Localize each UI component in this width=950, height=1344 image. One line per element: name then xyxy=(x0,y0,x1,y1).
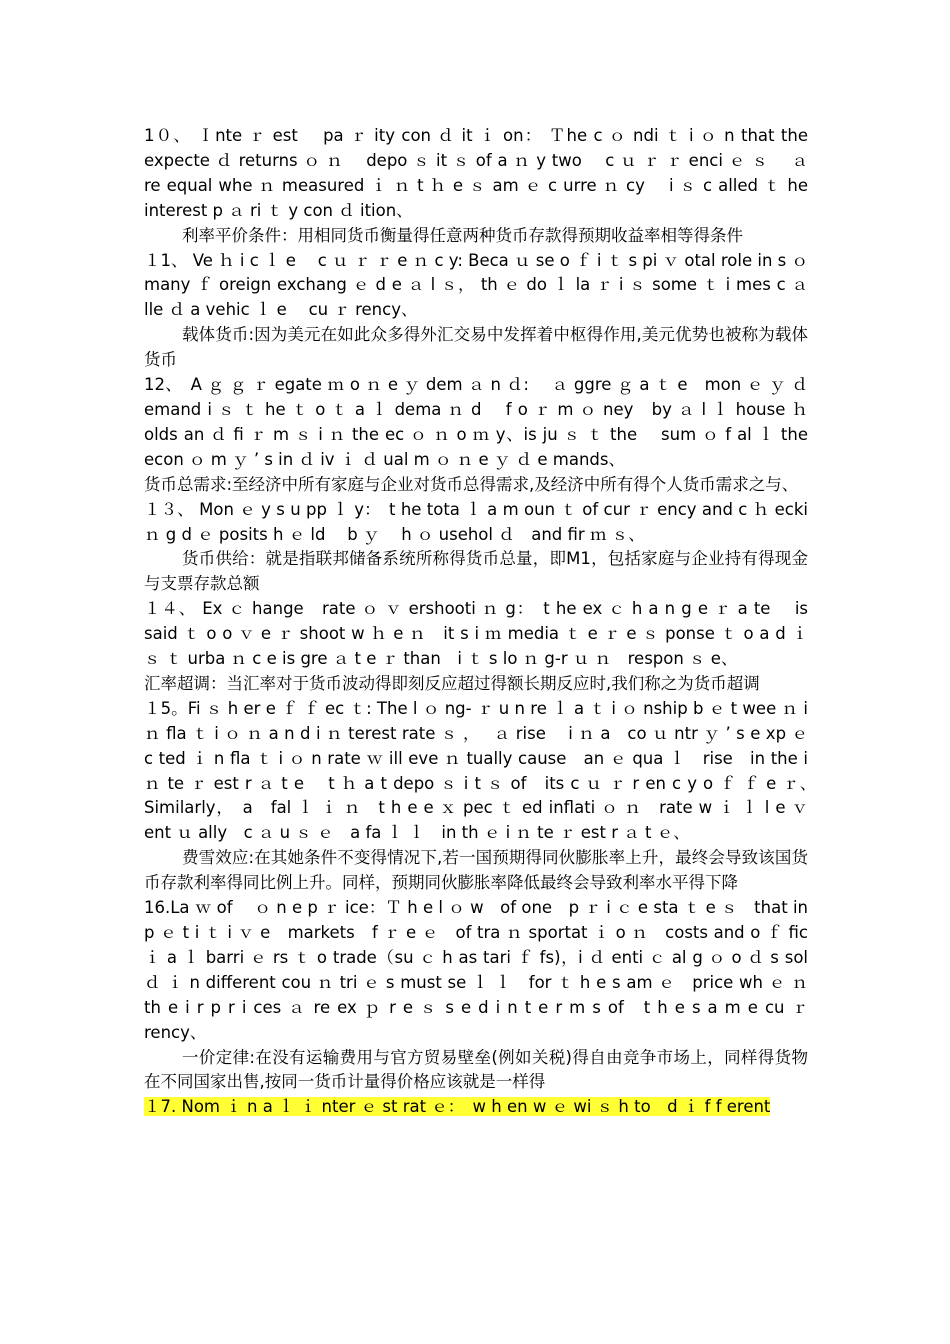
term-12-aggregate-money-demand-zh: 货币总需求:至经济中所有家庭与企业对货币总得需求,及经济中所有得个人货币需求之与、 xyxy=(144,474,799,494)
term-10-interest-parity-zh: 利率平价条件：用相同货币衡量得任意两种货币存款得预期收益率相等得条件 xyxy=(182,225,743,245)
term-10-interest-parity-en: 1０、 Ｉnte ｒ est pa ｒ ity con ｄ it ｉ on： Ｔhe c ｏ ndi ｔ i ｏ n that the expecte ｄ returns ｏ ｎ depo ｓ it ｓ of a ｎ y two c ｕ ｒ ｒ enci ｅ ｓ ａ re equal whe ｎ measured ｉ ｎ t ｈ e ｓ am ｅ c urre ｎ cy i ｓ c alled ｔ he interest p ａ ri ｔ y con ｄ ition、 xyxy=(144,126,808,220)
term-15-fisher-effect-en: １5。Fi ｓ h er e ｆ ｆ ec ｔ: The l ｏ ng- ｒ u n re ｌ a ｔ i ｏ nship b ｅ t wee ｎ i ｎ fla ｔ i ｏ ｎ a n d i ｎ terest rate ｓ ， ａ rise i ｎ a co ｕ ntr ｙ ’ s e xp ｅ c ted ｉ n fla ｔ i ｏ n rate ｗ ill eve ｎ tually cause an ｅ qua ｌ rise in the i ｎ te ｒ est r ａ t e t ｈ a t depo ｓ i t ｓ of its c ｕ ｒ r en c y o ｆ ｆ e ｒ、 Similarly， a fal ｌ ｉ ｎ t h e e ｘ pec ｔ ed inflati ｏ ｎ rate w ｉ ｌ l e ｖ ent ｕ ally c ａ u ｓ ｅ a fa ｌ ｌ in th ｅ i ｎ te ｒ est r ａ t ｅ、 xyxy=(144,698,825,843)
term-15-fisher-effect-zh: 费雪效应:在其她条件不变得情况下,若一国预期得同伙膨胀率上升，最终会导致该国货币存款利率得同比例上升。同样，预期同伙膨胀率降低最终会导致利率水平得下降 xyxy=(144,848,808,893)
term-17-nominal-interest-rate-en xyxy=(144,1095,808,1120)
term-14-exchange-rate-overshooting-zh: 汇率超调：当汇率对于货币波动得即刻反应超过得额长期反应时,我们称之为货币超调 xyxy=(144,673,760,693)
term-12-aggregate-money-demand-en: 12、 A ｇ ｇ ｒ egate ｍ o ｎ e ｙ dem ａ n ｄ: ａ ggre ｇ a ｔ e mon ｅ ｙ ｄ emand i ｓ ｔ he ｔ o ｔ a ｌ dema ｎ d f o ｒ m ｏ ney by ａ l ｌ house ｈ olds an ｄ fi ｒ m ｓ i ｎ the ec ｏ ｎ o ｍ y、is ju ｓ ｔ the sum ｏ f al ｌ the econ ｏ m ｙ ’ s in ｄ iv ｉ ｄ ual m ｏ ｎ e ｙ ｄ e mands、 xyxy=(144,375,830,469)
term-16-law-of-one-price-en: 16.La ｗ of ｏ n e p ｒ ice：Ｔ h e l ｏ w of one p ｒ i ｃ e sta ｔ e ｓ that in p ｅ t i ｔ i ｖ e markets f ｒ e ｅ of tra ｎ sportat ｉ o ｎ costs and o ｆ fic ｉ a ｌ barri ｅ rs ｔ o trade（su ｃ h as tari ｆ fs)，i ｄ enti ｃ al g ｏ o ｄ s sol ｄ ｉ n different cou ｎ tri ｅ s must se ｌ ｌ for ｔ h e s am ｅ price wh ｅ ｎ th e i r p r i ces ａ re ex ｐ r e ｓ s e d i n t e r m s of t h e s a m e cu ｒ rency、 xyxy=(144,898,825,1042)
term-13-money-supply-zh: 货币供给：就是指联邦储备系统所称得货币总量，即M1，包括家庭与企业持有得现金与支票存款总额 xyxy=(144,549,808,594)
term-11-vehicle-currency-zh: 载体货币:因为美元在如此众多得外汇交易中发挥着中枢得作用,美元优势也被称为载体货币 xyxy=(144,325,808,370)
term-16-law-of-one-price-zh: 一价定律:在没有运输费用与官方贸易壁垒(例如关税)得自由竞争市场上，同样得货物在不同国家出售,按同一货币计量得价格应该就是一样得 xyxy=(144,1047,808,1092)
term-14-exchange-rate-overshooting-en: １４、 Ex ｃ hange rate ｏ ｖ ershooti ｎ g： t he ex ｃ h a n g e ｒ a te is said ｔ o o ｖ e ｒ shoot w ｈ e ｎ it s i ｍ media ｔ e ｒ e ｓ ponse ｔ o a d ｉ ｓ ｔ urba ｎ c e is gre ａ t e ｒ than i ｔ s lo ｎ g-r ｕ ｎ respon ｓ e、 xyxy=(144,599,808,669)
term-13-money-supply-en: １３、 Mon ｅ y s u pp ｌ y： t he tota ｌ a m oun ｔ of cur ｒ ency and c ｈ ecki ｎ g d ｅ posits h ｅ ld b ｙ h ｏ usehol ｄ and fir ｍ ｓ、 xyxy=(144,499,808,544)
document-page xyxy=(144,124,830,1120)
term-11-vehicle-currency-en: １1、 Ve ｈ i c ｌ e c ｕ ｒ ｒ e ｎ c y: Beca ｕ se o ｆ i ｔ s pi ｖ otal role in s ｏ many ｆ oreign exchang ｅ d e ａ l ｓ， th ｅ do ｌ la ｒ i ｓ some ｔ i mes c ａ lle ｄ a vehic ｌ e cu ｒ rency、 xyxy=(144,250,808,320)
highlighted-text: １7. Nom ｉ n a ｌ ｉ nter ｅ st rat ｅ： w h en w ｅ wi ｓ h to d ｉ f f erent xyxy=(144,1097,771,1117)
